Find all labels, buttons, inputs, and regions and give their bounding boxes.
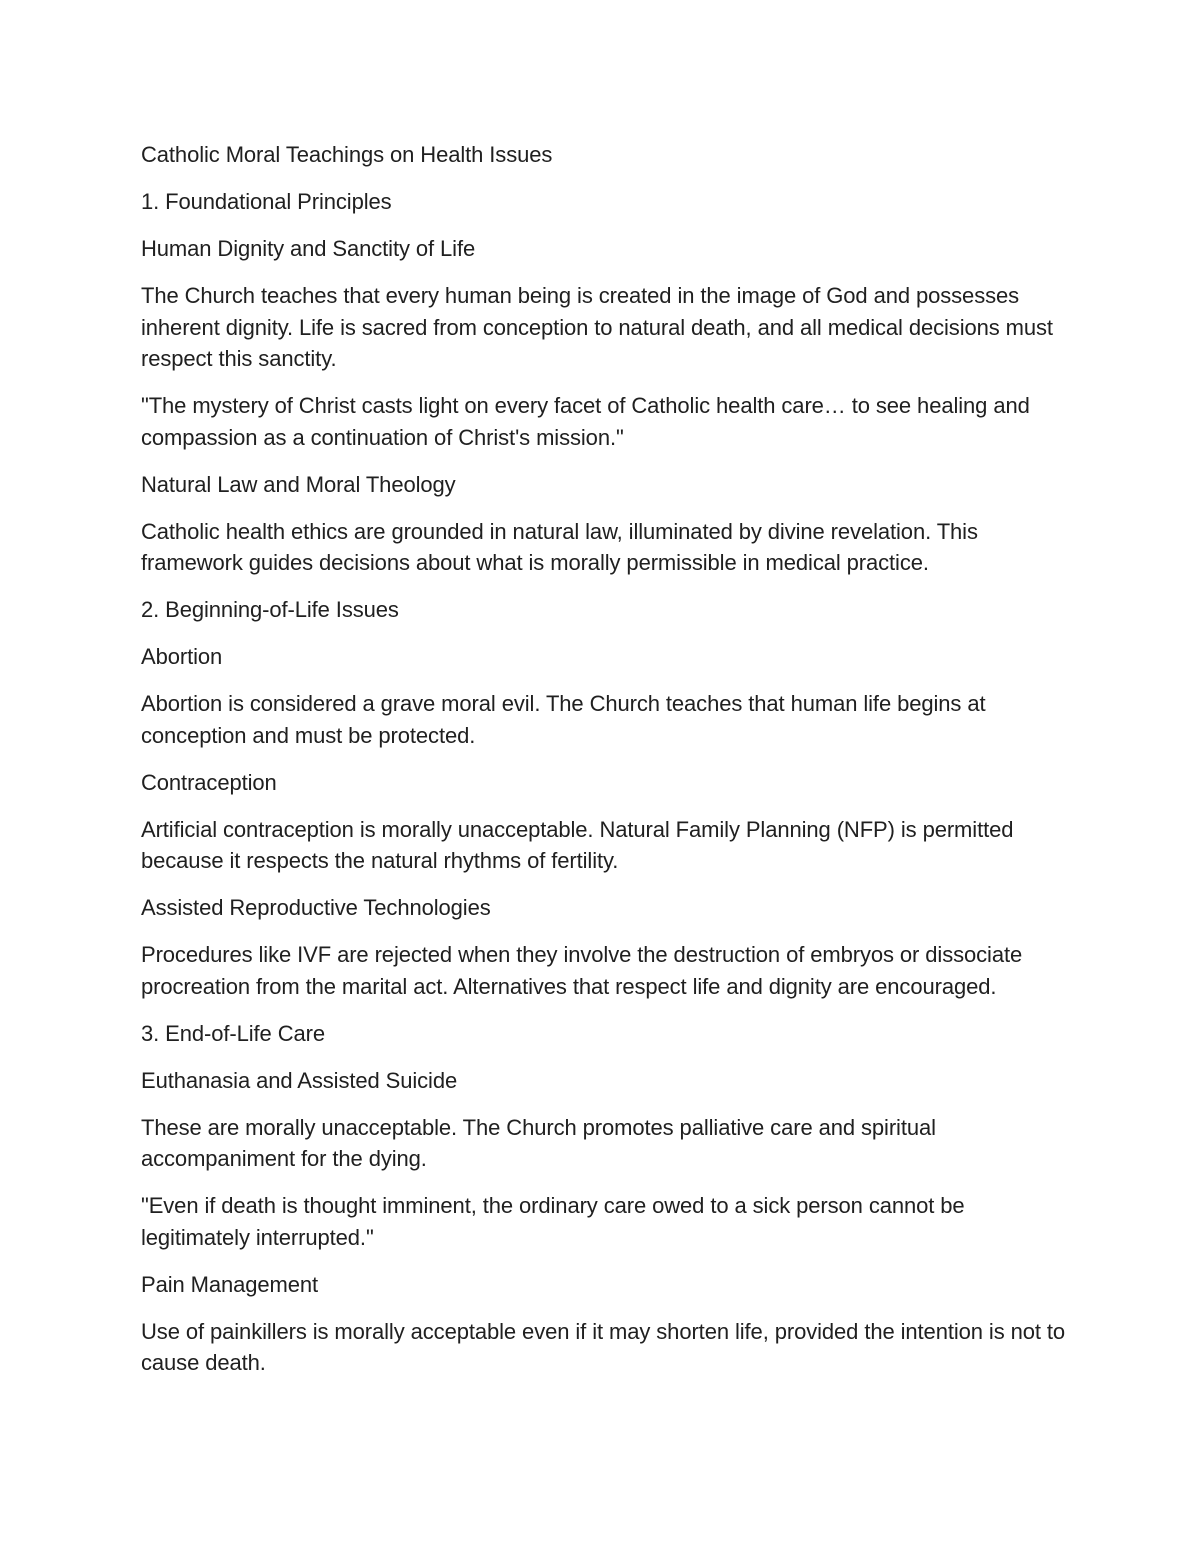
section-heading-beginning-of-life: 2. Beginning-of-Life Issues (141, 597, 399, 622)
quote-ordinary-care: "Even if death is thought imminent, the ordinary care owed to a sick person cannot be legitimately interrupted." (141, 1193, 965, 1250)
paragraph-contraception: Artificial contraception is morally unacceptable. Natural Family Planning (NFP) is permitted because it respects the natural rhythms of fertility. (141, 816, 1014, 873)
subheading-euthanasia: Euthanasia and Assisted Suicide (141, 1067, 458, 1093)
subheading-human-dignity: Human Dignity and Sanctity of Life (141, 236, 476, 261)
paragraph-natural-law: Catholic health ethics are grounded in natural law, illuminated by divine revelation. This framework guides decisions about what is morally permissible in medical practice. (141, 518, 978, 575)
quote-mystery-of-christ: "The mystery of Christ casts light on every facet of Catholic health care… to see healing and compassion as a continuation of Christ's mission." (141, 393, 1030, 450)
paragraph-human-dignity: The Church teaches that every human being is created in the image of God and possesses inherent dignity. Life is sacred from conception to natural death, and all medical decisions must respect this sanctity. (141, 283, 1053, 371)
subheading-abortion: Abortion (141, 644, 223, 669)
subheading-pain-management: Pain Management (141, 1271, 319, 1297)
section-heading-foundational-principles: 1. Foundational Principles (141, 189, 392, 214)
document-page (141, 139, 1066, 1394)
subheading-natural-law: Natural Law and Moral Theology (141, 471, 456, 497)
paragraph-abortion: Abortion is considered a grave moral evil. The Church teaches that human life begins at conception and must be protected. (141, 691, 986, 748)
paragraph-assisted-reproductive: Procedures like IVF are rejected when they involve the destruction of embryos or dissociate procreation from the marital act. Alternatives that respect life and dignity are encouraged. (141, 942, 1023, 999)
subheading-contraception: Contraception (141, 769, 277, 795)
subheading-assisted-reproductive: Assisted Reproductive Technologies (141, 895, 491, 920)
paragraph-pain-management: Use of painkillers is morally acceptable even if it may shorten life, provided the intention is not to cause death. (141, 1318, 1066, 1375)
section-heading-end-of-life: 3. End-of-Life Care (141, 1020, 325, 1046)
document-title: Catholic Moral Teachings on Health Issues (141, 142, 553, 167)
paragraph-euthanasia: These are morally unacceptable. The Church promotes palliative care and spiritual accompaniment for the dying. (141, 1114, 936, 1171)
